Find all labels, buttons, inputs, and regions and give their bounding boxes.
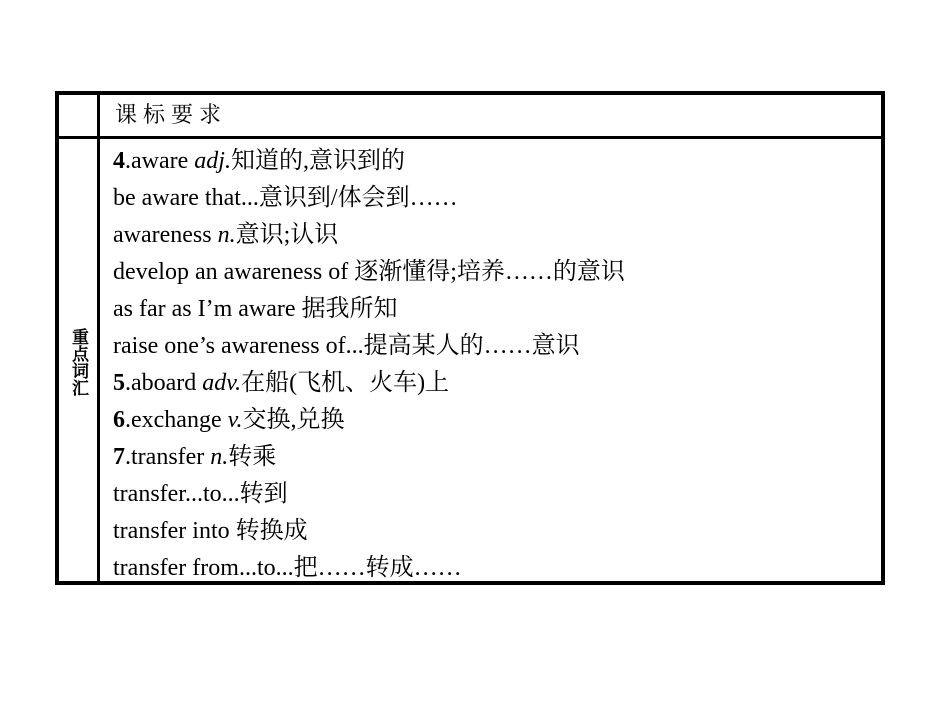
entry-num: 5 [113, 370, 125, 396]
list-item [113, 143, 873, 180]
entry-head: be aware that...意识到/体会到…… [113, 185, 458, 211]
entry-tail: 知道的,意识到的 [230, 148, 405, 174]
entry-head: .aware [125, 148, 195, 174]
entry-pos: n. [217, 222, 236, 248]
list-item [113, 365, 873, 402]
entry-pos: n. [210, 444, 229, 470]
list-item [113, 254, 873, 291]
list-item [113, 550, 873, 587]
entry-head: transfer from...to...把……转成…… [113, 555, 462, 581]
table-header-row [59, 95, 881, 139]
entry-num: 7 [113, 444, 125, 470]
entry-head: transfer...to...转到 [113, 481, 288, 507]
list-item [113, 217, 873, 254]
list-item [113, 513, 873, 550]
entry-head: as far as I’m aware 据我所知 [113, 296, 398, 322]
entry-list [113, 143, 873, 587]
entry-head: raise one’s awareness of...提高某人的……意识 [113, 333, 580, 359]
entry-num: 4 [113, 148, 125, 174]
table-header-title: 课标要求 [115, 103, 228, 128]
category-cell [59, 139, 97, 585]
entry-tail: 在船(飞机、火车)上 [241, 370, 450, 396]
list-item [113, 291, 873, 328]
entry-head: awareness [113, 222, 218, 248]
list-item [113, 476, 873, 513]
entry-pos: v. [227, 407, 243, 433]
entry-tail: 转乘 [228, 444, 277, 470]
category-label: 重点词汇 [68, 328, 88, 396]
entry-head: develop an awareness of 逐渐懂得;培养……的意识 [113, 259, 625, 285]
entry-head: .exchange [125, 407, 228, 433]
list-item [113, 439, 873, 476]
entry-pos: adv. [202, 370, 242, 396]
entry-tail: 意识;认识 [235, 222, 339, 248]
entry-head: .transfer [125, 444, 211, 470]
list-item [113, 402, 873, 439]
list-item [113, 180, 873, 217]
entry-pos: adj. [194, 148, 231, 174]
list-item [113, 328, 873, 365]
entry-head: .aboard [125, 370, 203, 396]
entry-num: 6 [113, 407, 125, 433]
vocabulary-table [55, 91, 885, 585]
entry-tail: 交换,兑换 [242, 407, 345, 433]
entry-head: transfer into 转换成 [113, 518, 308, 544]
